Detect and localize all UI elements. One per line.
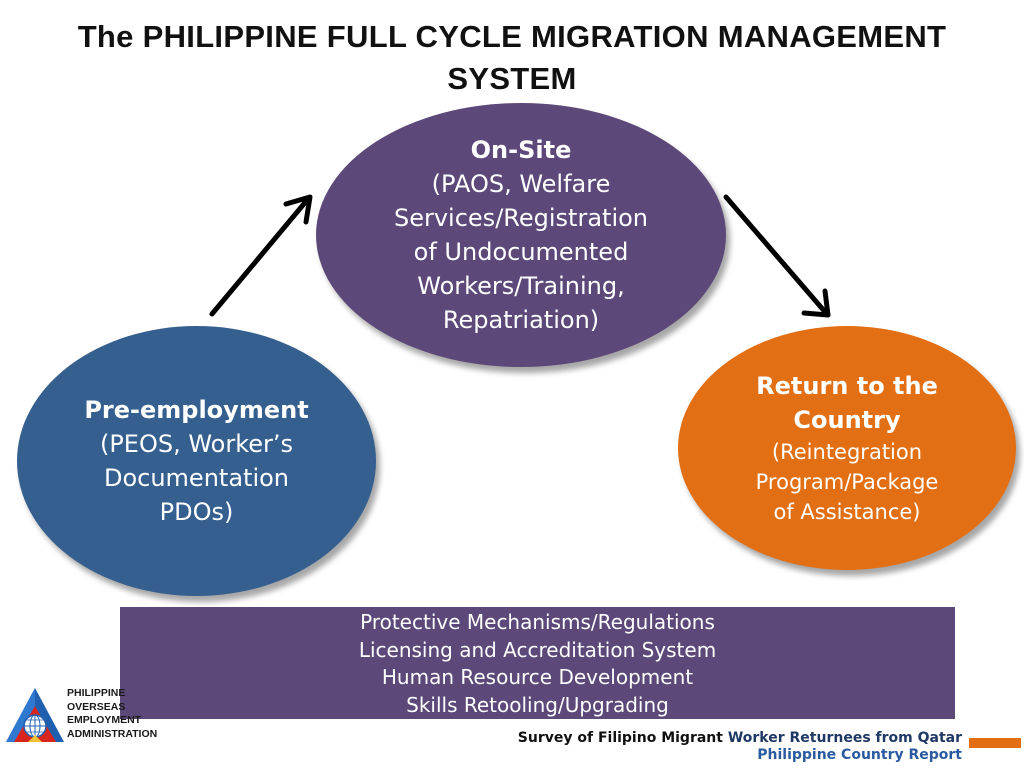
footer-caption <box>518 730 962 764</box>
footer-line-1-part-1: Survey of Filipino Migrant <box>517 730 728 746</box>
page-title <box>0 16 1024 100</box>
return-description: (Reintegration Program/Package of Assistance) <box>755 440 939 524</box>
poea-triangle-logo-icon <box>4 686 66 744</box>
footer-line-1-part-2: Worker Returnees from Qatar <box>727 730 962 746</box>
title-line-2: SYSTEM <box>447 61 577 96</box>
return-node <box>678 326 1016 570</box>
onsite-node <box>316 103 726 367</box>
panel-line: Skills Retooling/Upgrading <box>406 692 669 717</box>
preemployment-description: (PEOS, Worker’s Documentation PDOs) <box>99 430 294 526</box>
preemployment-heading: Pre-employment <box>84 396 309 424</box>
arrow-pre-to-onsite <box>212 197 310 314</box>
accent-bar <box>969 738 1021 748</box>
panel-line: Licensing and Accreditation System <box>358 637 717 662</box>
title-line-1: The PHILIPPINE FULL CYCLE MIGRATION MANAGEMENT <box>77 19 947 54</box>
poea-logo <box>4 686 184 746</box>
footer-line-2: Philippine Country Report <box>757 747 962 763</box>
panel-line: Protective Mechanisms/Regulations <box>360 610 715 634</box>
return-heading: Return to the Country <box>756 372 938 434</box>
arrow-onsite-to-return <box>726 197 828 315</box>
footer-line-1 <box>518 730 962 747</box>
mechanisms-panel <box>120 607 955 719</box>
panel-line: Human Resource Development <box>381 665 694 689</box>
preemployment-node <box>17 326 376 596</box>
logo-text: PHILIPPINE OVERSEAS EMPLOYMENT ADMINISTRATION <box>67 687 158 740</box>
onsite-description: (PAOS, Welfare Services/Registration of Undocumented Workers/Training, Repatriation) <box>393 170 648 334</box>
onsite-heading: On-Site <box>470 136 572 164</box>
